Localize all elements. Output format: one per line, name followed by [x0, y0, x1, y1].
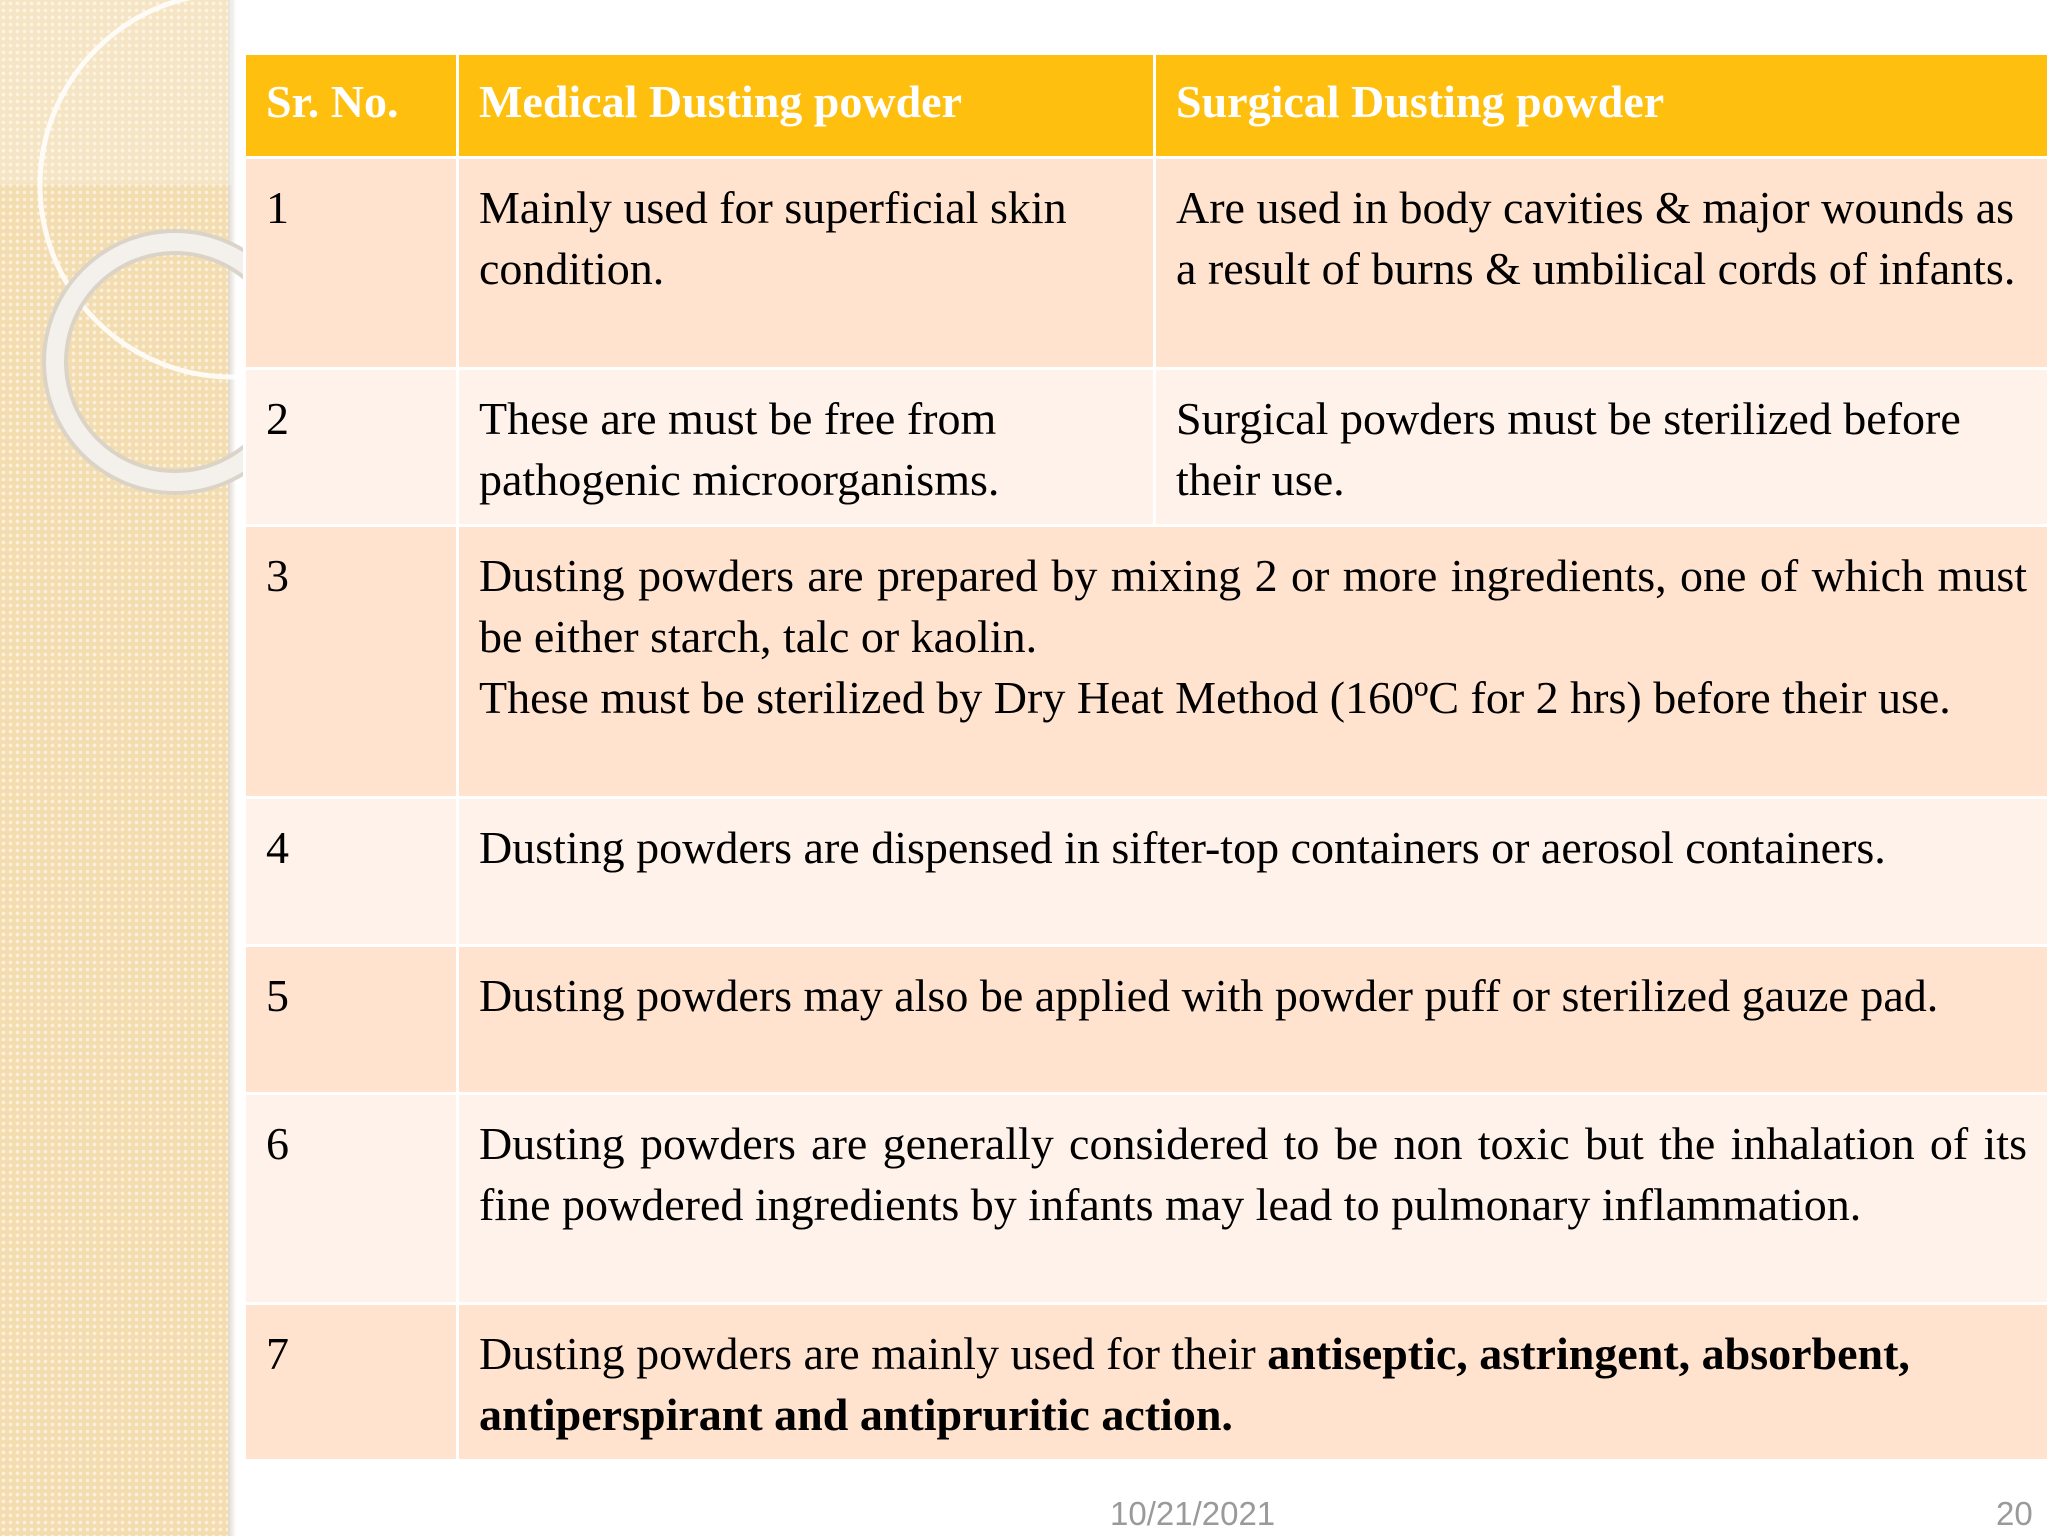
table-row	[245, 1304, 2048, 1461]
table-row	[245, 946, 2048, 1094]
header-sr-no: Sr. No.	[245, 54, 458, 158]
merged-cell-text: Dusting powders are mainly used for their	[479, 1328, 1268, 1379]
merged-cell-text: Dusting powders are dispensed in sifter-top containers or aerosol containers.	[479, 822, 1886, 873]
table-row	[245, 526, 2048, 798]
row-number: 1	[245, 158, 458, 369]
merged-cell-bold-text: antiseptic, astringent, absorbent, antiperspirant and antipruritic action.	[479, 1328, 1910, 1440]
row-number: 7	[245, 1304, 458, 1461]
comparison-table	[243, 52, 2048, 1462]
row-number: 2	[245, 369, 458, 526]
row-number: 4	[245, 798, 458, 946]
merged-cell-paragraph-1: Dusting powders are prepared by mixing 2 or more ingredients, one of which must be either starch, talc or kaolin.	[479, 550, 2027, 662]
merged-cell-text: Dusting powders are generally considered to be non toxic but the inhalation of its fine powdered ingredients by infants may lead to pulmonary inflammation.	[479, 1118, 2027, 1230]
table-row	[245, 369, 2048, 526]
table-row	[245, 1094, 2048, 1304]
medical-cell: These are must be free from pathogenic microorganisms.	[458, 369, 1155, 526]
footer-date: 10/21/2021	[1110, 1495, 1276, 1532]
surgical-cell: Are used in body cavities & major wounds as a result of burns & umbilical cords of infants.	[1155, 158, 2048, 369]
table-row	[245, 798, 2048, 946]
row-number: 5	[245, 946, 458, 1094]
row-number: 3	[245, 526, 458, 798]
merged-cell	[458, 1304, 2048, 1461]
merged-cell	[458, 946, 2048, 1094]
decorative-side-strip	[0, 0, 228, 1536]
merged-cell-text: Dusting powders may also be applied with powder puff or sterilized gauze pad.	[479, 970, 1939, 1021]
table-header-row	[245, 54, 2048, 158]
merged-cell	[458, 798, 2048, 946]
medical-cell: Mainly used for superficial skin condition.	[458, 158, 1155, 369]
header-surgical-dusting-powder: Surgical Dusting powder	[1155, 54, 2048, 158]
merged-cell	[458, 526, 2048, 798]
merged-cell-paragraph-2: These must be sterilized by Dry Heat Method (160ºC for 2 hrs) before their use.	[479, 672, 1951, 723]
side-strip-shadow	[228, 0, 236, 1536]
merged-cell	[458, 1094, 2048, 1304]
header-medical-dusting-powder: Medical Dusting powder	[458, 54, 1155, 158]
footer-page-number: 20	[1996, 1495, 2033, 1532]
surgical-cell: Surgical powders must be sterilized before their use.	[1155, 369, 2048, 526]
table-row	[245, 158, 2048, 369]
row-number: 6	[245, 1094, 458, 1304]
